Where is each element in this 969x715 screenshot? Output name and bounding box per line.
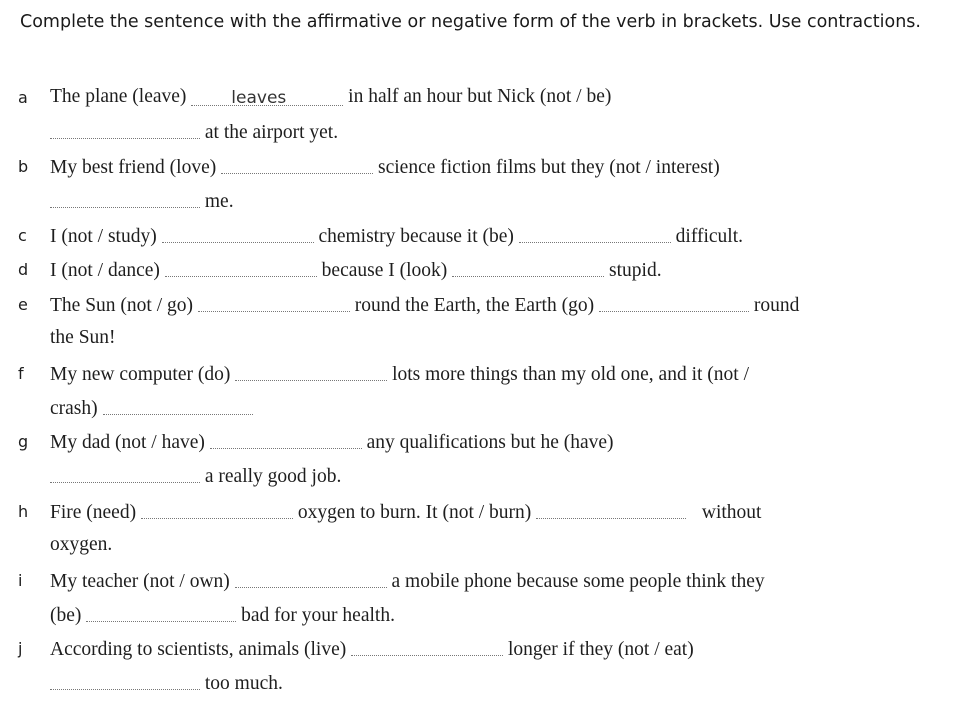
item-text: chemistry because it (be) [318,226,514,247]
item-letter: i [18,571,23,590]
item-j-line-1 [50,637,694,661]
item-letter: d [18,260,29,279]
item-b-line-1 [50,155,720,179]
item-text: without [701,502,762,523]
item-letter: g [18,432,29,451]
item-e-line-1 [50,293,799,317]
item-text: stupid. [609,260,662,281]
answer-blank-i2[interactable] [86,603,236,622]
item-letter: j [18,639,23,658]
item-j-line-2 [50,671,283,695]
item-text: round the Earth, the Earth (go) [354,295,595,316]
item-i-line-1 [50,569,765,593]
answer-blank-h2[interactable] [536,500,686,519]
item-a-line-1 [50,86,611,108]
answer-blank-g1[interactable] [210,430,362,449]
answer-blank-h1[interactable] [141,500,293,519]
item-letter: a [18,88,28,107]
item-b-line-2 [50,189,234,213]
item-text: any qualifications but he (have) [366,432,614,453]
item-h-line-1 [50,500,761,524]
item-h-line-2 [50,534,112,556]
item-text: The plane (leave) [50,86,187,107]
item-text: My dad (not / have) [50,432,205,453]
item-text: at the airport yet. [204,122,339,143]
answer-blank-a1[interactable] [191,87,343,106]
item-text: difficult. [675,226,744,247]
answer-blank-d1[interactable] [165,258,317,277]
item-text: bad for your health. [241,605,395,626]
item-text: a mobile phone because some people think they [391,571,765,592]
item-f-line-2 [50,396,253,420]
item-text: (be) [50,605,82,626]
item-text: longer if they (not / eat) [507,639,694,660]
item-text: me. [204,191,234,212]
item-text: My teacher (not / own) [50,571,230,592]
item-text: Fire (need) [50,502,137,523]
answer-blank-c2[interactable] [519,224,671,243]
answer-blank-e1[interactable] [198,293,350,312]
answer-blank-b1[interactable] [221,155,373,174]
item-text: the Sun! [50,327,116,348]
item-text: oxygen. [50,534,113,555]
item-letter: e [18,295,28,314]
handwritten-answer: leaves [231,88,287,108]
item-text: According to scientists, animals (live) [50,639,347,660]
item-text: crash) [50,398,98,419]
item-text: The Sun (not / go) [50,295,193,316]
item-letter: h [18,502,29,521]
item-text: My new computer (do) [50,364,231,385]
answer-blank-d2[interactable] [452,258,604,277]
answer-blank-b2[interactable] [50,189,200,208]
answer-blank-f2[interactable] [103,396,253,415]
item-text: I (not / study) [50,226,157,247]
item-g-line-1 [50,430,614,454]
item-text: because I (look) [321,260,448,281]
answer-blank-e2[interactable] [599,293,749,312]
answer-blank-i1[interactable] [235,569,387,588]
item-text: round [753,295,800,316]
answer-blank-f1[interactable] [235,362,387,381]
item-text: a really good job. [204,466,342,487]
answer-blank-g2[interactable] [50,464,200,483]
item-letter: f [18,364,24,383]
item-i-line-2 [50,603,395,627]
item-c-line-1 [50,224,743,248]
item-text: in half an hour but Nick (not / be) [348,86,612,107]
item-text: lots more things than my old one, and it (not / [392,364,750,385]
item-a-line-2 [50,120,338,144]
item-text: oxygen to burn. It (not / burn) [297,502,532,523]
item-text: science fiction films but they (not / interest) [378,157,720,178]
item-g-line-2 [50,464,341,488]
item-f-line-1 [50,362,749,386]
item-text: too much. [204,673,283,694]
answer-blank-j2[interactable] [50,671,200,690]
instructions: Complete the sentence with the affirmative or negative form of the verb in brackets. Use contractions. [20,12,921,32]
answer-blank-c1[interactable] [162,224,314,243]
item-d-line-1 [50,258,662,282]
answer-blank-j1[interactable] [351,637,503,656]
answer-blank-a2[interactable] [50,120,200,139]
item-letter: c [18,226,27,245]
item-text: I (not / dance) [50,260,160,281]
item-letter: b [18,157,29,176]
item-e-line-2 [50,327,116,349]
item-text: My best friend (love) [50,157,217,178]
